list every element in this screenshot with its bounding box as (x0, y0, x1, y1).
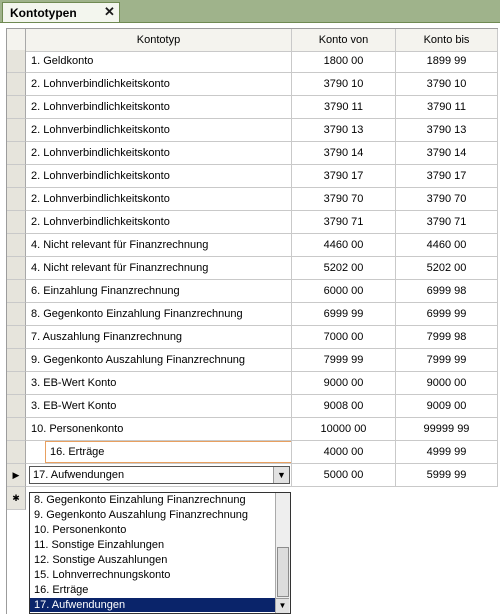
dropdown-option[interactable]: 16. Erträge (34, 584, 89, 596)
close-icon[interactable]: ✕ (104, 4, 115, 19)
cell-kontotyp[interactable]: 3. EB-Wert Konto (26, 395, 292, 418)
cell-konto-bis[interactable]: 3790 10 (396, 73, 498, 96)
kontotyp-combobox[interactable] (29, 466, 290, 484)
new-row-asterisk-icon[interactable]: ✱ (7, 487, 26, 510)
scrollbar-thumb[interactable] (277, 547, 289, 597)
chevron-down-icon[interactable]: ▼ (273, 467, 289, 483)
cell-kontotyp[interactable]: 2. Lohnverbindlichkeitskonto (26, 211, 292, 234)
cell-konto-bis[interactable]: 3790 17 (396, 165, 498, 188)
table-row[interactable] (7, 165, 498, 188)
row-selector[interactable] (7, 326, 26, 349)
table-row[interactable] (7, 395, 498, 418)
cell-kontotyp[interactable]: 9. Gegenkonto Auszahlung Finanzrechnung (26, 349, 292, 372)
table-row[interactable] (7, 211, 498, 234)
dropdown-option[interactable]: 8. Gegenkonto Einzahlung Finanzrechnung (34, 494, 246, 506)
row-selector[interactable] (7, 188, 26, 211)
cell-konto-bis[interactable]: 6999 98 (396, 280, 498, 303)
header-selector[interactable] (7, 29, 26, 52)
table-row[interactable] (7, 418, 498, 441)
table-row[interactable] (7, 257, 498, 280)
row-selector[interactable] (7, 119, 26, 142)
table-row[interactable] (7, 326, 498, 349)
row-selector[interactable] (7, 441, 26, 464)
cell-kontotyp[interactable]: 4. Nicht relevant für Finanzrechnung (26, 257, 292, 280)
row-selector[interactable] (7, 349, 26, 372)
cell-konto-von[interactable]: 3790 14 (292, 142, 396, 165)
cell-konto-von[interactable]: 7999 99 (292, 349, 396, 372)
table-row[interactable] (7, 142, 498, 165)
cell-konto-von[interactable]: 3790 10 (292, 73, 396, 96)
cell-konto-bis[interactable]: 3790 71 (396, 211, 498, 234)
cell-konto-bis[interactable]: 99999 99 (396, 418, 498, 441)
table-row[interactable] (7, 441, 498, 464)
cell-konto-bis[interactable]: 5202 00 (396, 257, 498, 280)
cell-kontotyp[interactable]: 10. Personenkonto (26, 418, 292, 441)
cell-konto-von[interactable]: 3790 17 (292, 165, 396, 188)
row-selector[interactable] (7, 73, 26, 96)
cell-konto-von[interactable]: 10000 00 (292, 418, 396, 441)
cell-kontotyp[interactable]: 2. Lohnverbindlichkeitskonto (26, 73, 292, 96)
dropdown-option[interactable]: 9. Gegenkonto Auszahlung Finanzrechnung (34, 509, 249, 521)
cell-kontotyp[interactable] (26, 441, 292, 464)
kontotyp-dropdown-list[interactable] (29, 492, 291, 614)
dropdown-scrollbar[interactable] (275, 493, 290, 613)
cell-kontotyp[interactable]: 2. Lohnverbindlichkeitskonto (26, 165, 292, 188)
cell-konto-bis[interactable]: 1899 99 (396, 50, 498, 73)
dropdown-option[interactable]: 17. Aufwendungen (30, 598, 276, 612)
cell-kontotyp[interactable]: 2. Lohnverbindlichkeitskonto (26, 96, 292, 119)
cell-kontotyp[interactable]: 2. Lohnverbindlichkeitskonto (26, 188, 292, 211)
dropdown-option[interactable]: 12. Sonstige Auszahlungen (34, 554, 168, 566)
combobox-value: 17. Aufwendungen (33, 469, 125, 481)
cell-kontotyp[interactable]: 2. Lohnverbindlichkeitskonto (26, 142, 292, 165)
table-row[interactable] (7, 50, 498, 73)
table-row[interactable] (7, 188, 498, 211)
cell-kontotyp[interactable]: 2. Lohnverbindlichkeitskonto (26, 119, 292, 142)
cell-konto-von[interactable]: 4460 00 (292, 234, 396, 257)
cell-konto-von[interactable]: 5202 00 (292, 257, 396, 280)
cell-konto-bis[interactable]: 4999 99 (396, 441, 498, 464)
row-selector[interactable] (7, 50, 26, 73)
dropdown-option[interactable]: 10. Personenkonto (34, 524, 127, 536)
header-row (7, 29, 498, 52)
cell-kontotyp[interactable]: 1. Geldkonto (26, 50, 292, 73)
table-row[interactable] (7, 73, 498, 96)
cell-kontotyp[interactable]: 8. Gegenkonto Einzahlung Finanzrechnung (26, 303, 292, 326)
current-row-marker-icon[interactable]: ▶ (7, 464, 26, 487)
table-row[interactable] (7, 280, 498, 303)
cell-konto-von[interactable]: 9000 00 (292, 372, 396, 395)
cell-konto-von[interactable]: 1800 00 (292, 50, 396, 73)
tab-strip (0, 0, 500, 23)
row-selector[interactable] (7, 211, 26, 234)
table-row[interactable] (7, 234, 498, 257)
row-selector[interactable] (7, 372, 26, 395)
cell-kontotyp[interactable]: 6. Einzahlung Finanzrechnung (26, 280, 292, 303)
cell-konto-bis[interactable]: 3790 14 (396, 142, 498, 165)
cell-konto-von[interactable]: 5000 00 (292, 464, 396, 487)
cell-konto-bis[interactable]: 7999 98 (396, 326, 498, 349)
tab-kontotypen[interactable] (2, 2, 120, 22)
tab-title: Kontotypen (10, 6, 77, 20)
dropdown-option[interactable]: 15. Lohnverrechnungskonto (34, 569, 171, 581)
cell-konto-von[interactable]: 4000 00 (292, 441, 396, 464)
row-selector[interactable] (7, 280, 26, 303)
cell-kontotyp[interactable]: 3. EB-Wert Konto (26, 372, 292, 395)
dropdown-option[interactable]: 11. Sonstige Einzahlungen (34, 539, 165, 551)
row-selector[interactable] (7, 165, 26, 188)
cell-konto-bis[interactable]: 7999 99 (396, 349, 498, 372)
cell-konto-bis[interactable]: 3790 70 (396, 188, 498, 211)
table-row[interactable] (7, 349, 498, 372)
kontotypen-grid (6, 28, 498, 614)
cell-konto-bis[interactable]: 3790 11 (396, 96, 498, 119)
row-selector[interactable] (7, 257, 26, 280)
cell-kontotyp[interactable]: 4. Nicht relevant für Finanzrechnung (26, 234, 292, 257)
row-selector[interactable] (7, 142, 26, 165)
current-row[interactable] (7, 464, 498, 487)
row-selector[interactable] (7, 96, 26, 119)
cell-konto-von[interactable]: 7000 00 (292, 326, 396, 349)
cell-konto-bis[interactable]: 4460 00 (396, 234, 498, 257)
cell-konto-von[interactable]: 3790 11 (292, 96, 396, 119)
cell-konto-bis[interactable]: 9000 00 (396, 372, 498, 395)
kontotyp-edit-cell[interactable]: 16. Erträge (45, 441, 292, 463)
cell-konto-von[interactable]: 3790 13 (292, 119, 396, 142)
column-header-konto-von[interactable]: Konto von (292, 29, 396, 52)
table-row[interactable] (7, 372, 498, 395)
cell-konto-bis[interactable]: 5999 99 (396, 464, 498, 487)
scroll-down-icon[interactable]: ▼ (276, 598, 289, 613)
cell-konto-bis[interactable]: 3790 13 (396, 119, 498, 142)
cell-konto-bis[interactable]: 6999 99 (396, 303, 498, 326)
row-selector[interactable] (7, 418, 26, 441)
cell-konto-von[interactable]: 3790 71 (292, 211, 396, 234)
table-row[interactable] (7, 96, 498, 119)
column-header-konto-bis[interactable]: Konto bis (396, 29, 498, 52)
column-header-kontotyp[interactable]: Kontotyp (26, 29, 292, 52)
cell-konto-von[interactable]: 6999 99 (292, 303, 396, 326)
table-row[interactable] (7, 303, 498, 326)
row-selector[interactable] (7, 303, 26, 326)
row-selector[interactable] (7, 234, 26, 257)
cell-konto-von[interactable]: 3790 70 (292, 188, 396, 211)
cell-konto-von[interactable]: 6000 00 (292, 280, 396, 303)
cell-kontotyp[interactable]: 7. Auszahlung Finanzrechnung (26, 326, 292, 349)
table-row[interactable] (7, 119, 498, 142)
cell-konto-von[interactable]: 9008 00 (292, 395, 396, 418)
row-selector[interactable] (7, 395, 26, 418)
cell-konto-bis[interactable]: 9009 00 (396, 395, 498, 418)
